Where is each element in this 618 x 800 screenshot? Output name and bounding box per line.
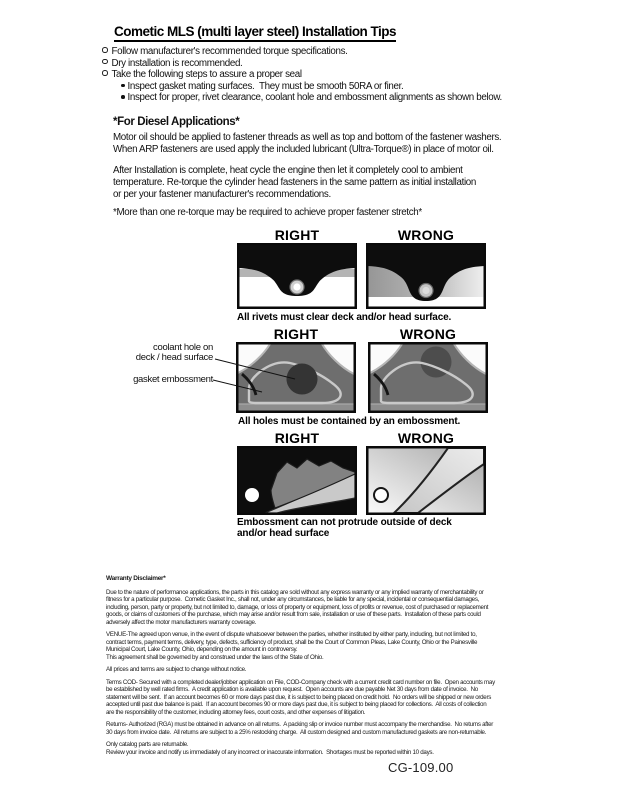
coolant-hole-annotation: deck / head surface	[135, 352, 213, 363]
legal-paragraph: Terms COD- Secured with a completed dealer/jobber application on File, COD-Company check with a current credit card number on file. Open accounts may be established by well rated firms. A credit application is available upon request. Open accounts are due payable Net 30 days from date of invoice. No statement will be sent. If an account becomes 60 or more days past due, it is subject to being placed on credit hold. No orders will be shipped or new orders accepted until past due balance is paid. If an account becomes 90 or more days past due, it is subject to being placed for collections. All costs of collection are the responsibility of the customer, including attorney fees, court costs, and other expenses of litigation.	[106, 678, 495, 716]
legal-paragraph: Returns- Authorized (RGA) must be obtained in advance on all returns. A packing slip or invoice number must accompany the merchandise. No returns after 30 days from invoice date. All returns are subject to a 25% restocking charge. All custom designed and custom manufactured gaskets are non-returnable.	[106, 721, 494, 736]
bolt-hole-icon	[374, 488, 388, 502]
protrusion-wrong-diagram	[366, 446, 486, 515]
bullet-text: Take the following steps to assure a proper seal	[111, 69, 302, 81]
wrong-label: WRONG	[397, 430, 455, 446]
right-label: RIGHT	[273, 326, 319, 342]
retorque-note: *More than one re-torque may be required to achieve proper fastener stretch*	[113, 207, 422, 218]
warranty-legal-block	[106, 575, 536, 761]
bolt-hole-icon	[245, 488, 259, 502]
open-bullet-icon	[102, 47, 108, 53]
hole-right-panel	[236, 327, 356, 413]
right-label: RIGHT	[274, 430, 320, 446]
legal-paragraph: Due to the nature of performance applications, the parts in this catalog are sold without any express warranty or any implied warranty of merchantability or fitness for a particular purpose. Cometic Gasket Inc., shall not, under any circumstances, be liable for any special, incidental or consequential damages, including, person, party or property, but not limited to, damage, or loss of property or equipment, loss of profits or revenue, cost of purchased or replacement goods, or claims of customers of the purchase, which may arise and/or result from sale, installation or use of these parts. Installation of these parts could adversely affect the motor manufacturers warranty coverage.	[106, 588, 489, 626]
warranty-disclaimer-heading: Warranty Disclaimer*	[106, 575, 166, 582]
coolant-hole-wrong-diagram	[368, 342, 488, 413]
diesel-paragraph-2: After Installation is complete, heat cycle the engine then let it completely cool to ambient temperature. Re-torque the cylinder head fasteners in the same pattern as initial installation or per your fastener manufacturer's recommendations.	[113, 165, 477, 200]
rivet-clearance-right-diagram	[237, 243, 357, 309]
legal-paragraph: All prices and terms are subject to change without notice.	[106, 666, 247, 673]
protrude-caption: Embossment can not protrude outside of deck and/or head surface	[237, 517, 452, 539]
catalog-page-number: CG-109.00	[388, 760, 454, 775]
diesel-paragraph-1: Motor oil should be applied to fastener threads as well as top and bottom of the fastener washers. When ARP fasteners are used apply the included lubricant (Ultra-Torque®) in place of motor oil.	[113, 132, 502, 155]
protrusion-right-diagram	[237, 446, 357, 515]
coolant-hole-annotation: coolant hole on	[153, 342, 213, 353]
bullet-item	[102, 58, 502, 70]
rivet-clearance-wrong-diagram	[366, 243, 486, 309]
bullet-item	[102, 69, 502, 81]
coolant-hole-icon	[287, 364, 318, 395]
hole-wrong-panel	[368, 327, 488, 413]
dot-bullet-icon	[121, 95, 125, 99]
rivet-caption: All rivets must clear deck and/or head surface.	[237, 312, 452, 323]
bullet-text: Inspect gasket mating surfaces. They must be smooth 50RA or finer.	[127, 80, 404, 92]
sub-bullet-item	[102, 92, 502, 104]
bullet-text: Dry installation is recommended.	[111, 57, 243, 69]
dot-bullet-icon	[121, 84, 125, 88]
protrude-wrong-panel	[366, 431, 486, 515]
rivet-right-panel	[237, 228, 357, 309]
wrong-label: WRONG	[397, 227, 455, 243]
gasket-embossment-annotation: gasket embossment	[133, 374, 213, 385]
open-bullet-icon	[102, 59, 108, 65]
open-bullet-icon	[102, 70, 108, 76]
coolant-hole-right-diagram	[236, 342, 356, 413]
rivet-wrong-panel	[366, 228, 486, 309]
right-label: RIGHT	[274, 227, 320, 243]
bullet-item	[102, 46, 502, 58]
tips-bullet-list	[102, 46, 502, 104]
legal-paragraph: VENUE-The agreed upon venue, in the event of dispute whatsoever between the parties, whether instituted by either party, including, but not limited to, contract terms, payment terms, delivery, type, defects, sufficiency of product, shall be the Court of Common Pleas, Lake County, Ohio or the Painesville Municipal Court, Lake County, Ohio, depending on the amount in controversy. This agreement shall be governed by and construed under the laws of the State of Ohio.	[106, 631, 478, 661]
hole-caption: All holes must be contained by an embossment.	[238, 416, 461, 427]
protrude-right-panel	[237, 431, 357, 515]
diesel-applications-heading: *For Diesel Applications*	[113, 116, 240, 128]
sub-bullet-item	[102, 81, 502, 93]
page-title: Cometic MLS (multi layer steel) Installation Tips	[114, 24, 396, 42]
bullet-text: Inspect for proper, rivet clearance, coolant hole and embossment alignments as shown below.	[127, 92, 502, 104]
legal-paragraph: Only catalog parts are returnable. Review your invoice and notify us immediately of any incorrect or inaccurate information. Shortages must be reported within 10 days.	[106, 741, 434, 756]
bullet-text: Follow manufacturer's recommended torque specifications.	[111, 46, 348, 57]
wrong-label: WRONG	[399, 326, 457, 342]
